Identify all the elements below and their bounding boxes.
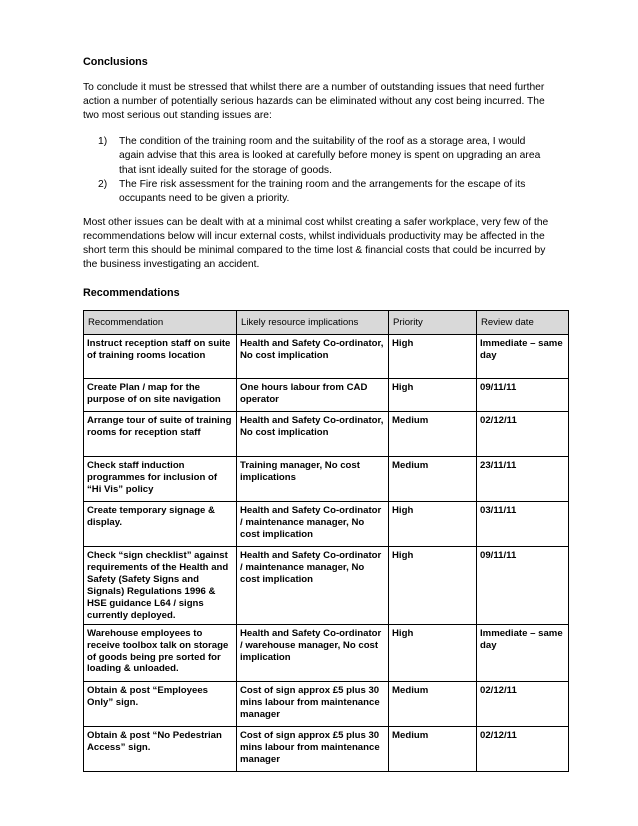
cell-priority: High: [389, 502, 477, 547]
document-page: [83, 55, 561, 772]
cell-recommendation: Instruct reception staff on suite of training rooms location: [84, 335, 237, 379]
cell-recommendation: Create temporary signage & display.: [84, 502, 237, 547]
cell-resources: Cost of sign approx £5 plus 30 mins labour from maintenance manager: [237, 681, 389, 726]
table-row: [84, 681, 569, 726]
cell-resources: Health and Safety Co-ordinator / maintenance manager, No cost implication: [237, 502, 389, 547]
cell-priority: Medium: [389, 681, 477, 726]
cell-priority: High: [389, 624, 477, 681]
cell-priority: High: [389, 379, 477, 412]
cell-review-date: 09/11/11: [477, 547, 569, 624]
table-row: [84, 726, 569, 771]
cell-recommendation: Check “sign checklist” against requirements of the Health and Safety (Safety Signs and Signals) Regulations 1996 & HSE guidance L64 / signs currently deployed.: [84, 547, 237, 624]
recommendations-heading: Recommendations: [83, 287, 180, 300]
cell-review-date: 23/11/11: [477, 457, 569, 502]
cell-review-date: Immediate – same day: [477, 335, 569, 379]
column-header-priority: Priority: [389, 311, 477, 335]
issue-text: The condition of the training room and the suitability of the roof as a storage area, I would again advise that this area is looked at carefully before money is spent on upgrading an area that isnt ideally suited for the storage of goods.: [119, 136, 541, 176]
cell-priority: Medium: [389, 457, 477, 502]
issues-list: [83, 135, 561, 205]
cell-recommendation: Warehouse employees to receive toolbox talk on storage of goods being pre sorted for loading & unloaded.: [84, 624, 237, 681]
cell-review-date: 02/12/11: [477, 726, 569, 771]
cell-resources: Health and Safety Co-ordinator, No cost implication: [237, 335, 389, 379]
table-row: [84, 547, 569, 624]
conclusions-closing: Most other issues can be dealt with at a minimal cost whilst creating a safer workplace, very few of the recommendations below will incur external costs, whilst individuals productivity may be affected in the short term this should be minimal compared to the time lost & financial costs that could be incurred by the business investigating an accident.: [83, 216, 549, 271]
recommendations-table: [83, 310, 569, 771]
cell-resources: Health and Safety Co-ordinator / maintenance manager, No cost implication: [237, 547, 389, 624]
cell-recommendation: Create Plan / map for the purpose of on site navigation: [84, 379, 237, 412]
cell-review-date: 02/12/11: [477, 412, 569, 457]
cell-resources: Health and Safety Co-ordinator / warehouse manager, No cost implication: [237, 624, 389, 681]
cell-review-date: 02/12/11: [477, 681, 569, 726]
cell-review-date: Immediate – same day: [477, 624, 569, 681]
issue-number: 1): [98, 136, 108, 148]
table-row: [84, 457, 569, 502]
cell-recommendation: Obtain & post “No Pedestrian Access” sign.: [84, 726, 237, 771]
cell-recommendation: Arrange tour of suite of training rooms for reception staff: [84, 412, 237, 457]
cell-resources: Cost of sign approx £5 plus 30 mins labour from maintenance manager: [237, 726, 389, 771]
issue-text: The Fire risk assessment for the training room and the arrangements for the escape of its occupants need to be given a priority.: [119, 178, 526, 204]
cell-review-date: 09/11/11: [477, 379, 569, 412]
cell-priority: Medium: [389, 412, 477, 457]
table-row: [84, 379, 569, 412]
table-row: [84, 624, 569, 681]
column-header-resources: Likely resource implications: [237, 311, 389, 335]
table-header-row: [84, 311, 569, 335]
cell-resources: One hours labour from CAD operator: [237, 379, 389, 412]
conclusions-heading: Conclusions: [83, 56, 148, 68]
column-header-review-date: Review date: [477, 311, 569, 335]
cell-recommendation: Check staff induction programmes for inclusion of “Hi Vis” policy: [84, 457, 237, 502]
cell-review-date: 03/11/11: [477, 502, 569, 547]
issue-item: [83, 178, 561, 206]
cell-resources: Health and Safety Co-ordinator, No cost implication: [237, 412, 389, 457]
cell-priority: High: [389, 547, 477, 624]
conclusions-intro: To conclude it must be stressed that whilst there are a number of outstanding issues that need further action a number of potentially serious hazards can be eliminated without any cost being incurred. The two most serious out standing issues are:: [83, 82, 545, 122]
table-row: [84, 335, 569, 379]
cell-priority: Medium: [389, 726, 477, 771]
column-header-recommendation: Recommendation: [84, 311, 237, 335]
table-row: [84, 412, 569, 457]
issue-number: 2): [98, 178, 108, 190]
table-row: [84, 502, 569, 547]
issue-item: [83, 135, 561, 177]
cell-recommendation: Obtain & post “Employees Only” sign.: [84, 681, 237, 726]
cell-resources: Training manager, No cost implications: [237, 457, 389, 502]
cell-priority: High: [389, 335, 477, 379]
